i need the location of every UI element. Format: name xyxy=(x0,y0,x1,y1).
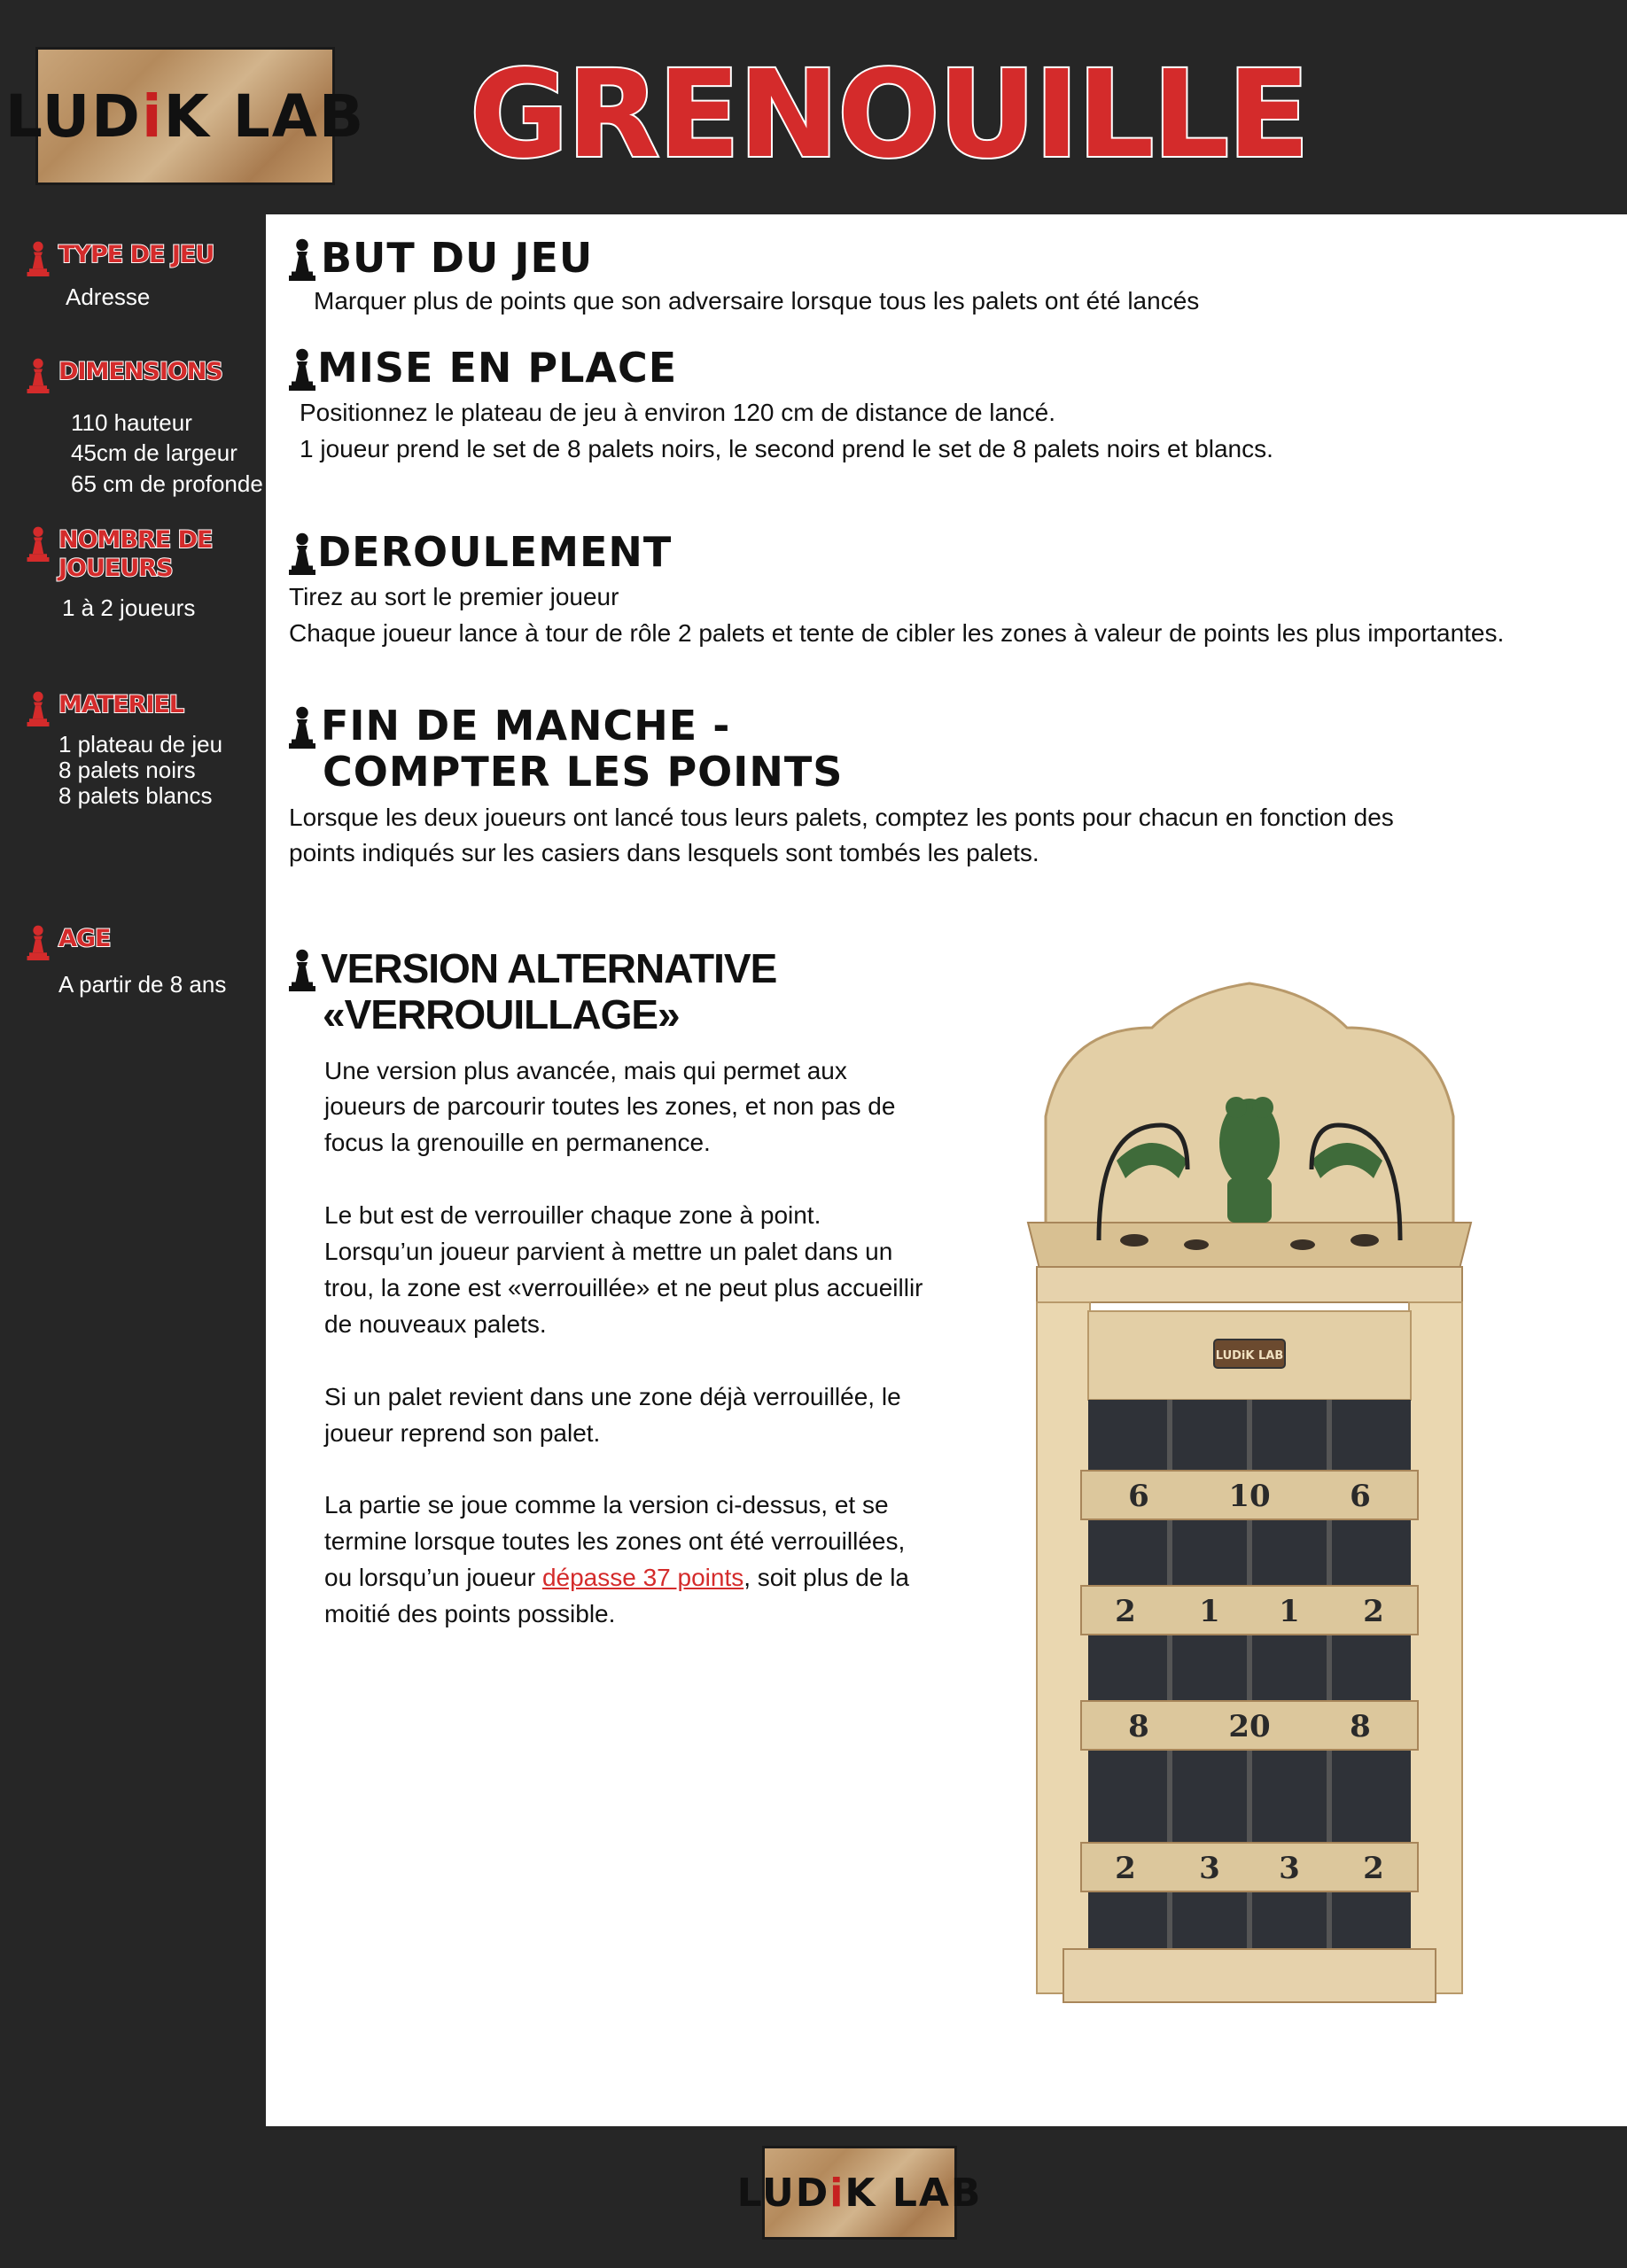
section-alt-p4-post: , soit plus de la xyxy=(743,1564,910,1592)
logo-text-accent: i xyxy=(829,2170,845,2216)
sidebar-material xyxy=(23,691,271,809)
logo-text-suffix: LAB xyxy=(876,2170,983,2216)
section-end-title-line2: COMPTER LES POINTS xyxy=(323,748,844,796)
pawn-icon xyxy=(23,526,53,562)
sidebar-age-label: AGE xyxy=(58,925,111,952)
sidebar-material-line: 1 plateau de jeu xyxy=(58,731,223,757)
pawn-icon xyxy=(23,358,53,393)
section-alt-p2-line: de nouveaux palets. xyxy=(324,1309,547,1338)
section-alt-p1-line: joueurs de parcourir toutes les zones, et non pas de xyxy=(324,1092,896,1121)
section-alt-p4-line: termine lorsque toutes les zones ont été verrouillées, xyxy=(324,1527,906,1556)
sidebar-players-label: NOMBRE DE JOUEURS xyxy=(58,526,213,583)
board-score: 8 xyxy=(1350,1709,1371,1744)
sidebar-type-label: TYPE DE JEU xyxy=(58,241,214,268)
logo-text-accent: i xyxy=(141,82,164,151)
pawn-icon xyxy=(23,241,53,276)
section-setup-line: Positionnez le plateau de jeu à environ 120 cm de distance de lancé. xyxy=(300,399,1056,426)
section-alt-p4-line: La partie se joue comme la version ci-dessus, et se xyxy=(324,1491,889,1519)
logo-text-prefix: LUD xyxy=(736,2170,830,2216)
board-score: 10 xyxy=(1228,1479,1271,1514)
section-progress xyxy=(289,530,1504,652)
section-end-line: Lorsque les deux joueurs ont lancé tous leurs palets, comptez les ponts pour chacun en fonction des xyxy=(289,803,1394,831)
section-goal xyxy=(289,236,1199,320)
pawn-icon xyxy=(23,925,53,960)
board-score: 20 xyxy=(1228,1709,1271,1744)
section-alt-p2-line: Lorsqu’un joueur parvient à mettre un palet dans un xyxy=(324,1238,893,1266)
sidebar-dimensions-line: 110 hauteur xyxy=(71,409,192,436)
section-alt-p4-line: moitié des points possible. xyxy=(324,1600,616,1628)
board-score: 1 xyxy=(1279,1594,1300,1629)
section-goal-title: BUT DU JEU xyxy=(321,234,594,282)
board-score: 8 xyxy=(1128,1709,1149,1744)
board-score: 2 xyxy=(1115,1594,1136,1629)
pawn-icon xyxy=(289,705,315,750)
board-plate-text: LUDiK LAB xyxy=(1215,1349,1284,1363)
section-alt-title-line2: «VERROUILLAGE» xyxy=(323,991,680,1037)
sidebar-age xyxy=(23,925,271,999)
section-alt-p1-line: focus la grenouille en permanence. xyxy=(324,1129,711,1157)
section-end-line: points indiqués sur les casiers dans lesquels sont tombés les palets. xyxy=(289,839,1039,867)
section-alt-title: VERSION ALTERNATIVE xyxy=(321,945,777,991)
board-score: 2 xyxy=(1363,1851,1384,1886)
section-setup-line: 1 joueur prend le set de 8 palets noirs, le second prend le set de 8 palets noirs et blancs. xyxy=(300,434,1273,462)
board-score: 6 xyxy=(1128,1479,1149,1514)
section-goal-text: Marquer plus de points que son adversaire lorsque tous les palets ont été lancés xyxy=(314,287,1200,315)
sidebar-type xyxy=(23,241,271,312)
sidebar-dimensions xyxy=(23,358,271,499)
sidebar-players xyxy=(23,526,271,623)
sidebar-age-value: A partir de 8 ans xyxy=(58,971,227,998)
grenouille-board-image xyxy=(1010,975,1489,2038)
section-alt-p2-line: Le but est de verrouiller chaque zone à point. xyxy=(324,1201,821,1230)
logo-text-suffix: LAB xyxy=(210,82,366,151)
board-score: 3 xyxy=(1279,1851,1300,1886)
section-progress-title: DEROULEMENT xyxy=(317,528,673,576)
logo-text-prefix: LUD xyxy=(4,82,142,151)
ludiklab-logo xyxy=(4,47,366,185)
pawn-icon xyxy=(289,237,315,282)
ludiklab-footer-logo xyxy=(736,2146,983,2240)
pawn-icon xyxy=(23,691,53,726)
section-end xyxy=(289,703,1394,872)
logo-text-mid: K xyxy=(163,82,211,151)
sidebar-material-label: MATERIEL xyxy=(58,691,184,718)
sidebar-dimensions-label: DIMENSIONS xyxy=(58,358,222,385)
section-alt-p1-line: Une version plus avancée, mais qui permet aux xyxy=(324,1056,847,1084)
pawn-icon xyxy=(289,532,315,576)
section-progress-line: Tirez au sort le premier joueur xyxy=(289,583,619,610)
section-end-title: FIN DE MANCHE - xyxy=(321,702,731,750)
sidebar-dimensions-line: 45cm de largeur xyxy=(71,439,237,467)
board-score: 2 xyxy=(1115,1851,1136,1886)
section-alt-p4-pre: ou lorsqu’un joueur xyxy=(324,1564,542,1592)
section-alt-p4-line xyxy=(324,1560,998,1596)
sidebar-type-value: Adresse xyxy=(66,284,151,310)
section-alt-p3-line: Si un palet revient dans une zone déjà verrouillée, le xyxy=(324,1382,901,1410)
points-limit-link[interactable]: dépasse 37 points xyxy=(541,1564,744,1592)
page-title: GRENOUILLE xyxy=(470,45,1308,185)
section-alt-p2-line: trou, la zone est «verrouillée» et ne peut plus accueillir xyxy=(324,1273,923,1301)
sidebar-dimensions-line: 65 cm de profonde xyxy=(71,470,263,497)
pawn-icon xyxy=(289,948,315,992)
section-alt-p3-line: joueur reprend son palet. xyxy=(324,1418,601,1447)
pawn-icon xyxy=(289,347,315,392)
board-score: 3 xyxy=(1199,1851,1220,1886)
section-progress-line: Chaque joueur lance à tour de rôle 2 palets et tente de cibler les zones à valeur de points les plus importantes. xyxy=(289,618,1505,647)
logo-text-mid: K xyxy=(845,2170,877,2216)
section-setup xyxy=(289,346,1273,468)
sidebar-material-line: 8 palets blancs xyxy=(58,782,213,810)
board-score: 1 xyxy=(1199,1594,1220,1629)
sidebar-players-value: 1 à 2 joueurs xyxy=(62,594,196,621)
board-score: 2 xyxy=(1363,1594,1384,1629)
section-setup-title: MISE EN PLACE xyxy=(317,344,678,392)
section-alt xyxy=(289,946,998,1633)
sidebar-material-line: 8 palets noirs xyxy=(58,757,196,784)
board-score: 6 xyxy=(1350,1479,1371,1514)
